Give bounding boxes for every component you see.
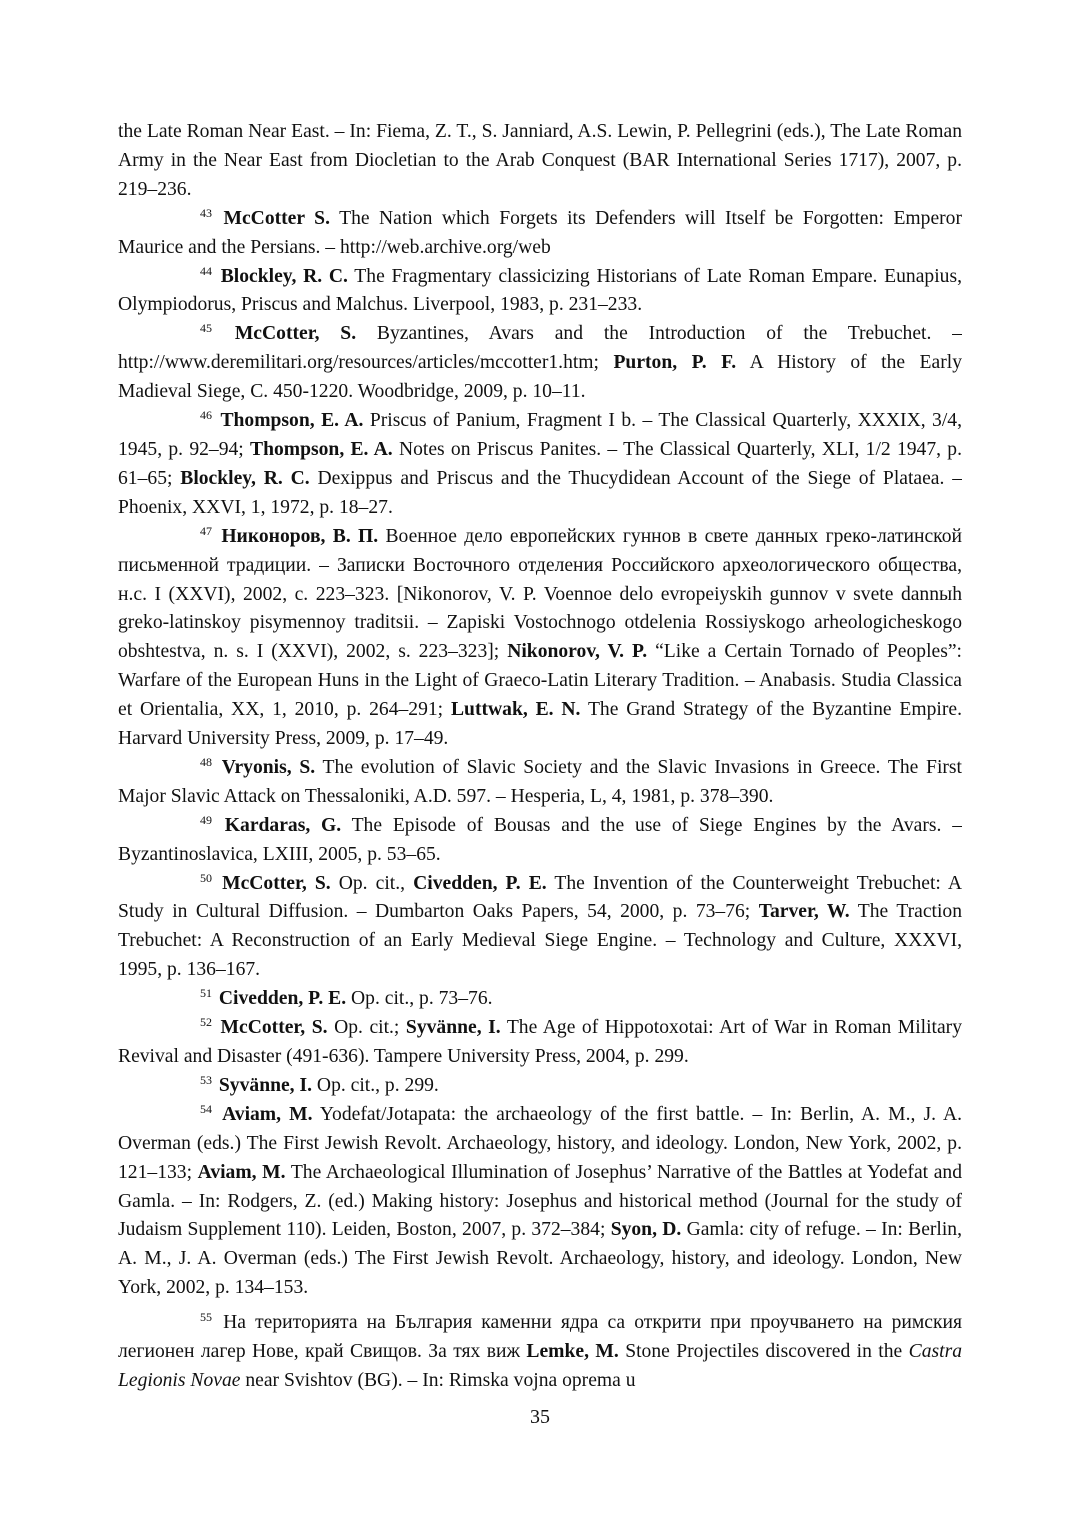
endnote-54 <box>118 1101 962 1303</box>
citation-text: the Late Roman Near East. – In: Fiema, Z. T., S. Janniard, A.S. Lewin, P. Pellegrini (eds.), The Late Roman Army in the Near East from Diocletian to the Arab Conquest (BAR International Series 1717), 2007, p. 219–236. <box>118 121 962 200</box>
author-name: Lemke, M. <box>526 1341 619 1363</box>
endnote-number: 54 <box>200 1101 212 1116</box>
author-name: Syon, D. <box>610 1219 682 1241</box>
citation-text: The Archaeological Illumination of Josephus’ Narrative of the Battles at Yodefat and Gamla. – In: Rodgers, Z. (ed.) Making history: Josephus and historical method (Journal for the study of Judaism Supplement 110). Leiden, Boston, 2007, p. 372–384; <box>118 1161 962 1241</box>
author-name: Kardaras, G. <box>224 814 342 836</box>
author-name: Luttwak, E. N. <box>450 699 581 721</box>
author-name: Civedden, P. E. <box>413 872 547 894</box>
page-number: 35 <box>530 1406 550 1428</box>
citation-text: The Age of Hippotoxotai: Art of War in Roman Military Revival and Disaster (491-636). Tampere University Press, 2004, p. 299. <box>118 1017 962 1067</box>
citation-text: Yodefat/Jotapata: the archaeology of the first battle. – In: Berlin, A. M., J. A. Overman (eds.) The First Jewish Revolt. Archaeology, history, and ideology. London, New York, 2002, p. 121–133; <box>118 1103 962 1183</box>
author-name: Vryonis, S. <box>221 756 316 778</box>
citation-text: Priscus of Panium, Fragment I b. – The Classical Quarterly, XXXIX, 3/4, 1945, p. 92–94; <box>118 410 962 460</box>
endnote-47 <box>118 523 962 754</box>
endnote-number: 50 <box>200 870 212 885</box>
citation-text: Op. cit., p. 73–76. <box>346 988 493 1010</box>
endnote-number: 52 <box>200 1015 212 1030</box>
author-name: McCotter, S. <box>234 323 357 345</box>
citation-text: The Traction Trebuchet: A Reconstruction of an Early Medieval Siege Engine. – Technology and Culture, XXXVI, 1995, p. 136–167. <box>118 901 962 981</box>
endnote-43 <box>118 205 962 263</box>
citation-text: near Svishtov (BG). – In: Rimska vojna oprema u <box>240 1369 636 1391</box>
author-name: Civedden, P. E. <box>218 988 347 1010</box>
endnote-number: 51 <box>200 986 212 1001</box>
author-name: Thompson, E. A. <box>220 410 364 432</box>
author-name: Aviam, M. <box>222 1103 313 1125</box>
citation-text: The Fragmentary classicizing Historians of Late Roman Empare. Eunapius, Olympiodorus, Priscus and Malchus. Liverpool, 1983, p. 231–233. <box>118 265 962 316</box>
endnote-52 <box>118 1014 962 1072</box>
page-body <box>118 118 962 1468</box>
endnote-number: 44 <box>200 263 212 278</box>
citation-text: Dexippus and Priscus and the Thucydidean Account of the Siege of Plataea. – Phoenix, XXVI, 1, 1972, p. 18–27. <box>118 467 962 518</box>
citation-text: A History of the Early Madieval Siege, C. 450-1220. Woodbridge, 2009, p. 10–11. <box>118 352 962 403</box>
citation-text: The Episode of Bousas and the use of Siege Engines by the Avars. – Byzantinoslavica, LXIII, 2005, p. 53–65. <box>118 814 962 865</box>
citation-text: На територията на България каменни ядра са открити при проучването на римския легионен лагер Нове, край Свищов. За тях виж <box>118 1312 962 1363</box>
author-name: Blockley, R. C. <box>180 467 310 489</box>
endnote-44 <box>118 263 962 321</box>
citation-text: The Grand Strategy of the Byzantine Empire. Harvard University Press, 2009, p. 17–49. <box>118 699 962 750</box>
endnote-55 <box>118 1309 962 1396</box>
citation-text: “Like a Certain Tornado of Peoples”: Warfare of the European Huns in the Light of Graeco-Latin Literary Tradition. – Anabasis. Studia Classica et Orientalia, XX, 1, 2010, p. 264–291; <box>118 641 962 721</box>
endnote-45 <box>118 320 962 407</box>
author-name: Blockley, R. C. <box>220 265 348 287</box>
citation-text: Stone Projectiles discovered in the <box>618 1341 909 1363</box>
endnote-51 <box>118 985 962 1014</box>
endnote-number: 48 <box>200 754 212 769</box>
citation-text: Op. cit., p. 299. <box>312 1074 439 1096</box>
citation-text: The evolution of Slavic Society and the Slavic Invasions in Greece. The First Major Slavic Attack on Thessaloniki, A.D. 597. – Hesperia, L, 4, 1981, p. 378–390. <box>118 756 962 807</box>
endnote-number: 45 <box>200 321 212 336</box>
author-name: Thompson, E. A. <box>250 438 393 460</box>
citation-text: Op. cit.; <box>327 1017 406 1039</box>
author-name: Никоноров, В. П. <box>221 525 379 547</box>
author-name: Purton, P. F. <box>613 352 737 374</box>
citation-text: Notes on Priscus Panites. – The Classical Quarterly, XLI, 1/2 1947, p. 61–65; <box>118 438 962 489</box>
endnote-number: 43 <box>200 205 212 220</box>
author-name: Aviam, M. <box>197 1161 286 1183</box>
endnote-50 <box>118 870 962 986</box>
author-name: Syvänne, I. <box>218 1074 313 1096</box>
citation-text: Gamla: city of refuge. – In: Berlin, A. M., J. A. Overman (eds.) The First Jewish Revolt. Archaeology, history, and ideology. London, New York, 2002, p. 134–153. <box>118 1219 962 1299</box>
endnote-number: 55 <box>200 1310 212 1325</box>
author-name: McCotter, S. <box>222 872 331 894</box>
italic-title: Castra Legionis Novae <box>118 1341 962 1391</box>
citation-text: Военное дело европейских гуннов в свете данных греко-латинской письменной традиции. – Записки Восточного отделения Российского археологического общества, н.с. I (XXVI), 2002, с. 223–323. [Nikonorov, V. P. Voennoe delo evropeiyskih gunnov v svete dannыh greko-latinskoy pisymennoy traditsii. – Zapiski Vostochnogo otdelenia Rossiyskogo arheologicheskogo obshtestva, n. s. I (XXVI), 2002, s. 223–323]; <box>118 525 962 663</box>
endnote-53 <box>118 1072 962 1101</box>
author-name: Nikonorov, V. P. <box>507 641 648 663</box>
author-name: Syvänne, I. <box>405 1017 501 1039</box>
endnote-46 <box>118 407 962 523</box>
endnote-48 <box>118 754 962 812</box>
citation-text: Op. cit., <box>330 872 414 894</box>
author-name: McCotter, S. <box>220 1017 328 1039</box>
endnote-number: 46 <box>200 408 212 423</box>
endnote-continuation <box>118 118 962 205</box>
citation-text: The Invention of the Counterweight Trebuchet: A Study in Cultural Diffusion. – Dumbarton Oaks Papers, 54, 2000, p. 73–76; <box>118 872 962 923</box>
author-name: McCotter S. <box>223 207 330 229</box>
endnote-number: 47 <box>200 523 212 538</box>
citation-text: Byzantines, Avars and the Introduction of the Trebuchet. – http://www.deremilitari.org/resources/articles/mccotter1.htm; <box>118 323 962 374</box>
endnote-number: 49 <box>200 812 212 827</box>
endnotes-list <box>118 118 962 1396</box>
author-name: Tarver, W. <box>758 901 850 923</box>
endnote-number: 53 <box>200 1072 212 1087</box>
endnote-49 <box>118 812 962 870</box>
citation-text: The Nation which Forgets its Defenders will Itself be Forgotten: Emperor Maurice and the Persians. – http://web.archive.org/web <box>118 207 962 258</box>
